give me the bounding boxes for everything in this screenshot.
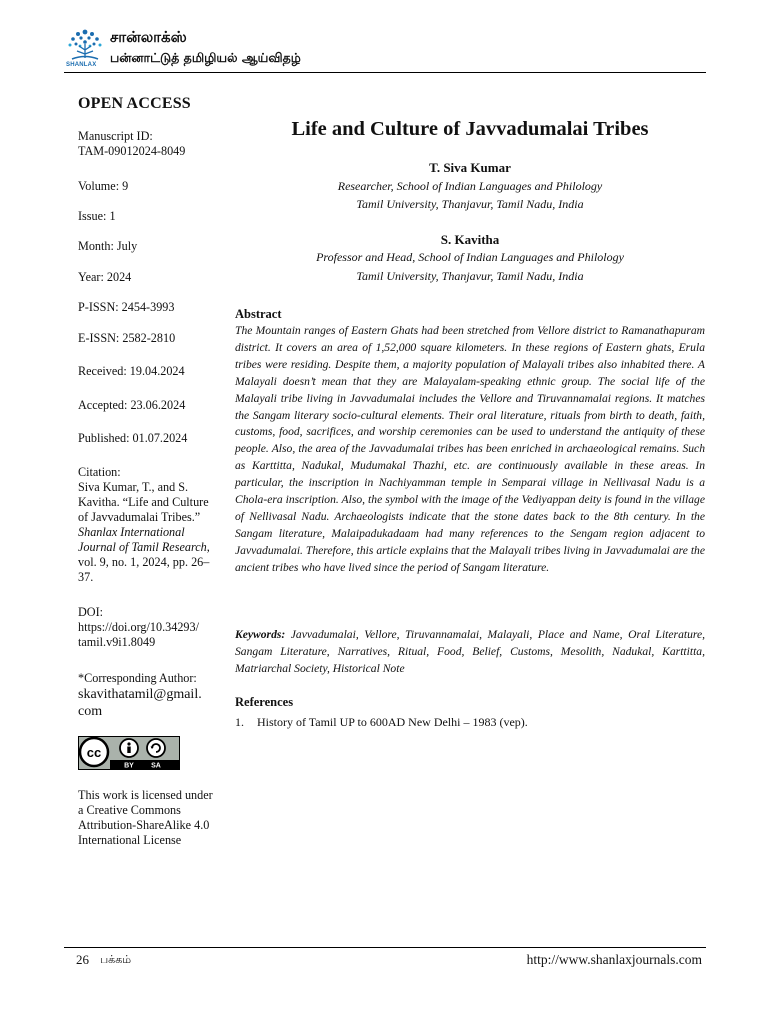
doi (78, 605, 218, 650)
electronic-issn: E-ISSN: 2582-2810 (78, 331, 176, 345)
reference-item (235, 715, 528, 730)
volume: Volume: 9 (78, 179, 129, 193)
open-access-label: OPEN ACCESS (78, 95, 191, 112)
month: Month: July (78, 239, 138, 253)
journal-header (64, 26, 706, 74)
cc-by-label: BY (124, 762, 134, 770)
citation-journal: Shanlax International Journal of Tamil Research (78, 525, 207, 554)
author-1-affiliation-1: Researcher, School of Indian Languages and Philology (337, 179, 603, 193)
article-title: Life and Culture of Javvadumalai Tribes (291, 118, 649, 140)
journal-url-link[interactable]: http://www.shanlaxjournals.com (526, 952, 702, 967)
published-date: Published: 01.07.2024 (78, 431, 188, 445)
corresponding-label: *Corresponding Author: (78, 671, 197, 685)
citation-part: Siva Kumar, T., and S. Kavitha. “Life and Culture of Javvadumalai Tribes.” (78, 480, 209, 524)
manuscript-label: Manuscript ID: (78, 129, 153, 143)
keywords-list: Javvadumalai, Vellore, Tiruvannamalai, Malayali, Place and Name, Oral Literature, Sangam Literature, Narratives, Ritual, Food, Belief, Customs, Mesolith, Nadukal, Karttitta, Matriarchal Society, Historical Note (235, 628, 706, 675)
citation-text (78, 480, 218, 585)
issue: Issue: 1 (78, 209, 116, 223)
references-heading: References (235, 695, 294, 709)
corresponding-author (78, 671, 218, 720)
journal-name: சான்லாக்ஸ் (110, 28, 187, 46)
doi-link-line2[interactable]: tamil.v9i1.8049 (78, 635, 156, 649)
journal-subtitle: பன்னாட்டுத் தமிழியல் ஆய்விதழ் (110, 50, 301, 65)
footer-divider (64, 947, 706, 948)
accepted-date: Accepted: 23.06.2024 (78, 398, 186, 412)
svg-text:cc: cc (86, 745, 102, 760)
doi-label: DOI: (78, 605, 104, 619)
page-number: 26 (76, 952, 89, 967)
manuscript-value: TAM-09012024-8049 (78, 144, 186, 158)
license-text: This work is licensed under a Creative Commons Attribution-ShareAlike 4.0 International License (78, 788, 213, 847)
logo-wordmark: SHANLAX (66, 62, 97, 68)
reference-text: History of Tamil UP to 600AD New Delhi – 1983 (vep). (257, 715, 528, 729)
cc-sa-label: SA (151, 762, 161, 770)
citation (78, 465, 218, 585)
email-line1[interactable]: skavithatamil@gmail. (78, 687, 202, 702)
keywords (235, 627, 705, 678)
manuscript-id (78, 129, 218, 159)
doi-link-line1[interactable]: https://doi.org/10.34293/ (78, 620, 199, 634)
author-2-affiliation-1: Professor and Head, School of Indian Languages and Philology (316, 250, 624, 264)
abstract-heading: Abstract (235, 307, 282, 321)
year: Year: 2024 (78, 270, 132, 284)
email-line2[interactable]: com (78, 704, 103, 719)
creative-commons-by-sa-icon[interactable] (78, 736, 180, 770)
print-issn: P-ISSN: 2454-3993 (78, 300, 175, 314)
citation-label: Citation: (78, 465, 121, 479)
abstract-text: The Mountain ranges of Eastern Ghats had been stretched from Vellore district to Ramanathapuram district. It covers an area of 1,52,000 square kilometers. In these regions of Eastern ghats, Erula tribes were residing. Despite them, a majority population of Malayali tribes also inhabited there. A Malayali doesn’t mean that they are Malayalam-speaking ethnic group. The social life of the Malayali tribe living in Javvadumalai includes the Vellore and Tiruvannamalai regions. It matches the Sangam literary socio-cultural elements. Their oral literature, rituals from birth to death, faith, customs, food, sacrifices, and worship ceremonies can be used to understand the antiquity of these people. Also, the area of the Javvadumalai tribes has been enriched in archaeological remains. Such as Karttitta, Nadukal, Mudumakal Thazhi, etc. are continuously available in these areas. In particular, the inscription in Nachiyamman temple in Semparai village in Nellivasal Nadu is a Chola-era inscription. Also, the symbol with the image of the Vediyappan deity is found in the village of Nellivasal Nadu. Archaeologists indicate that the stone dates back to the 8th century. In the Sangam literature, Malaipadukadaam had many references to the Sengam region adjacent to Javvadumalai. Therefore, this article explains that the Malayali tribes living in Javvadumalai are the ancient tribes who have lived since the period of Sangam literature. (235, 324, 705, 574)
reference-number: 1. (235, 715, 244, 729)
author-1-name: T. Siva Kumar (429, 160, 511, 175)
page-word: பக்கம் (100, 953, 132, 966)
author-1-affiliation-2: Tamil University, Thanjavur, Tamil Nadu, India (356, 197, 584, 211)
author-2-affiliation-2: Tamil University, Thanjavur, Tamil Nadu, India (356, 269, 584, 283)
keywords-label: Keywords: (235, 628, 286, 641)
received-date: Received: 19.04.2024 (78, 364, 185, 378)
author-2-name: S. Kavitha (440, 232, 500, 247)
citation-part: , vol. 9, no. 1, 2024, pp. 26–37. (78, 540, 210, 584)
header-divider (64, 72, 706, 73)
